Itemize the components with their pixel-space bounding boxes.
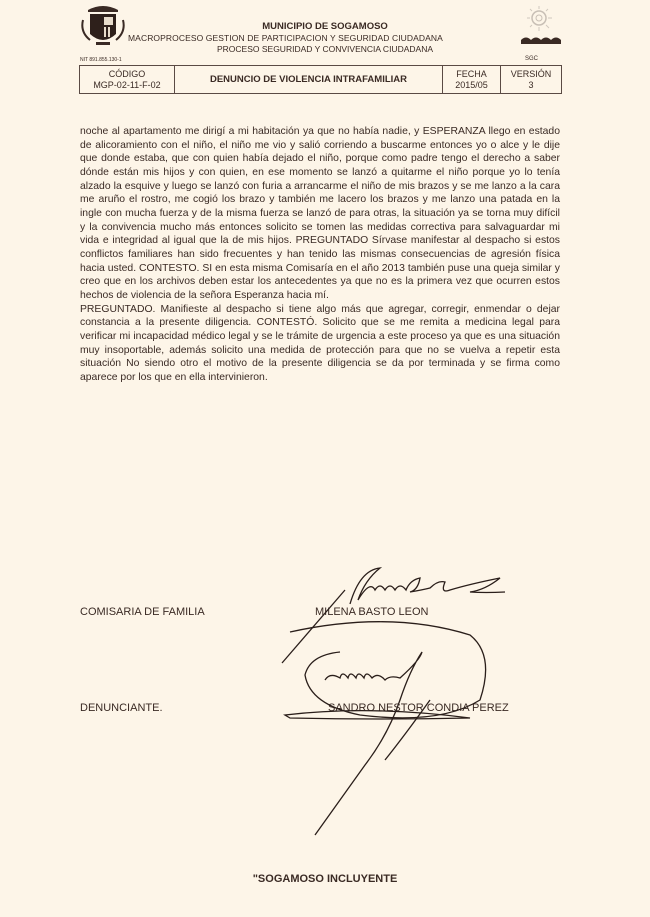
signature-role-denunciante: DENUNCIANTE. [80,702,163,714]
municipality-title: MUNICIPIO DE SOGAMOSO [262,21,388,32]
signature-name-sandro: SANDRO NESTOR CONDIA PEREZ [328,702,509,714]
version-value: 3 [528,79,534,90]
sgc-label: SGC [525,56,539,62]
footer-slogan: "SOGAMOSO INCLUYENTE [252,873,398,885]
nit-number: NIT 891.855.130-1 [80,57,122,63]
version-label: VERSIÓN [510,68,552,79]
handwritten-signatures [270,560,530,840]
signature-role-comisaria: COMISARIA DE FAMILIA [80,606,205,618]
document-meta-table [79,65,562,94]
document-title: DENUNCIO DE VIOLENCIA INTRAFAMILIAR [175,66,443,94]
process-line: PROCESO SEGURIDAD Y CONVIVENCIA CIUDADANA [216,44,433,54]
code-value: MGP-02-11-F-02 [93,79,161,90]
date-cell [443,66,501,94]
date-label: FECHA [456,68,487,79]
body-paragraph-2: PREGUNTADO. Manifieste al despacho si tiene algo más que agregar, corregir, enmendar o dejar constancia a la presente diligencia. CONTESTÓ. Solicito que se me remita a medicina legal para verificar mi incapacidad médico legal y se le trámite de urgencia a este proceso ya que es una situación muy insoportable, además solicito una medida de protección para que no se vuelva a repetir esta situación No siendo otro el motivo de la presente diligencia se da por terminada y se firma como aparece por los que en ella intervinieron. [80,303,560,383]
code-label: CÓDIGO [108,68,146,79]
macroprocess-line: MACROPROCESO GESTION DE PARTICIPACION Y SEGURIDAD CIUDADANA [128,33,443,43]
document-body [80,125,560,384]
body-paragraph-1: noche al apartamento me dirigí a mi habitación ya que no había nadie, y ESPERANZA llego en estado de alicoramiento con el niño, el niño me vio y salió corriendo a buscarme entonces yo o alce y le dije que donde estaba, que con quien había dejado el niño, porque como padre tengo el derecho a saber dónde están mis hijos y con quien, en ese momento se lanzó a quitarme el niño porque yo lo tenía alzado la esquive y luego se lanzó con furia a arrancarme el niño de mis brazos y se me lanzo a la cara me aruño el rostro, me cogió los brazo y también me lacero los brazos y me lanzo una patada en la ingle con mucha fuerza y de la misma fuerza se lanzó de para otras, la situación ya se torna muy difícil y la convivencia mucho más entonces solicito se tomen las medidas correctiva para salvaguardar mi vida e integridad al igual que la de mis hijos. PREGUNTADO Sírvase manifestar al despacho si estos conflictos familiares han sido frecuentes y han tenido las mismas consecuencias de agresión física hacia usted. CONTESTO. SI en esta misma Comisaría en el año 2013 también puse una queja similar y creo que en los archivos deben estar los antecedentes ya que no es la primera vez que ocurren estos hechos de violencia de la señora Esperanza hacia mí. [80,126,560,301]
code-cell [80,66,175,94]
version-cell [501,66,562,94]
signature-name-milena: MILENA BASTO LEON [315,606,429,618]
date-value: 2015/05 [455,79,488,90]
